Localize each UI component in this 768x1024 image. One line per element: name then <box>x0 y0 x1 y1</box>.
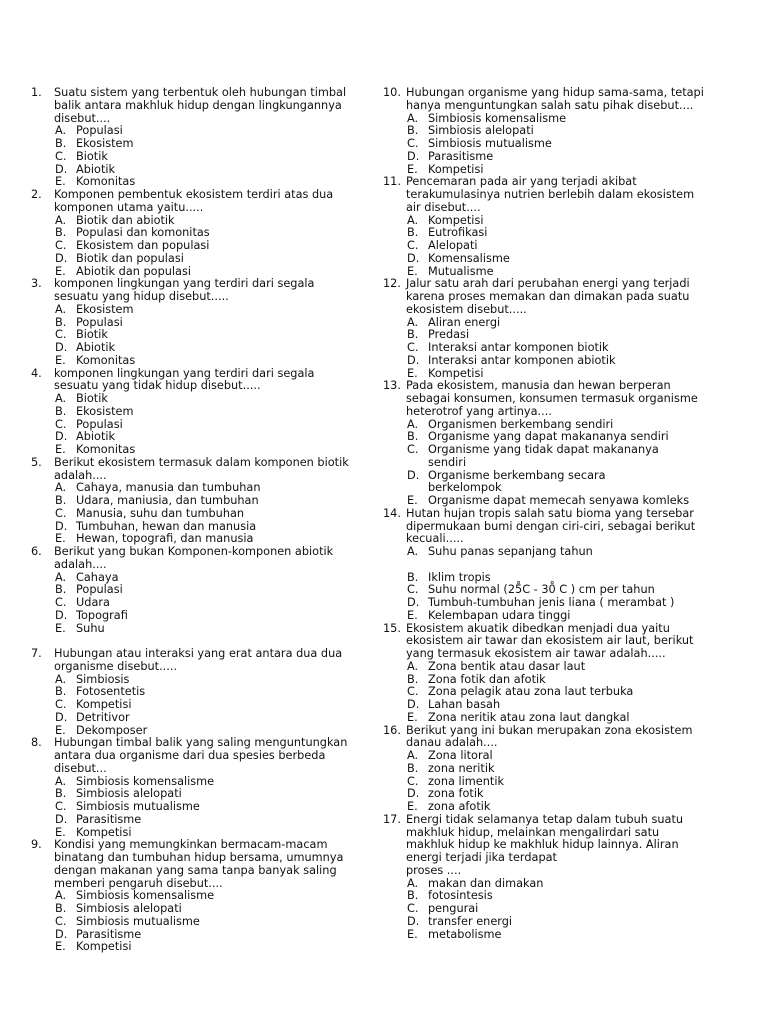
option-text: Hewan, topografi, dan manusia <box>76 532 254 546</box>
option-letter: A. <box>407 213 419 227</box>
question-6 <box>31 546 361 572</box>
option-letter: A. <box>55 213 67 227</box>
option-e[interactable] <box>31 941 361 954</box>
question-number: 14. <box>383 506 401 520</box>
option-text: Zona bentik atau dasar laut <box>428 659 586 673</box>
option-letter: C. <box>55 417 67 431</box>
question-10 <box>383 87 723 113</box>
option-text: Simbiosis mutualisme <box>76 914 200 928</box>
question-1 <box>31 87 361 125</box>
option-text: Topografi <box>76 608 128 622</box>
option-letter: B. <box>55 315 67 329</box>
option-letter: C. <box>55 328 67 342</box>
question-number: 17. <box>383 812 401 826</box>
question-8 <box>31 737 361 775</box>
option-letter: C. <box>407 902 419 915</box>
question-text-line: Suatu sistem yang terbentuk oleh hubungan timbal <box>54 86 347 99</box>
option-text: Komonitas <box>76 175 136 189</box>
option-text: transfer energi <box>428 914 513 928</box>
question-text-line: adalah.... <box>54 557 107 571</box>
question-text-line: Hutan hujan tropis salah satu bioma yang tersebar <box>406 506 694 520</box>
option-text: Simbiosis mutualisme <box>428 137 552 150</box>
option-letter: C. <box>407 341 419 354</box>
option-text: Kompetisi <box>428 366 484 380</box>
option-letter: E. <box>407 366 418 380</box>
option-letter: D. <box>407 698 420 711</box>
option-text: Eutrofikasi <box>428 226 488 240</box>
question-text-line: sebagai konsumen, konsumen termasuk organisme <box>406 392 698 405</box>
option-text: Simbiosis alelopati <box>76 902 182 915</box>
option-letter: E. <box>407 608 418 622</box>
option-text: Zona litoral <box>428 749 493 762</box>
option-text: Populasi <box>76 417 123 431</box>
option-letter: B. <box>55 902 67 915</box>
question-text-line: balik antara makhluk hidup dengan lingkungannya <box>54 98 342 112</box>
question-text-line: disebut... <box>54 761 107 775</box>
option-text: Kompetisi <box>76 940 132 954</box>
option-text: Komonitas <box>76 443 136 456</box>
question-text-line: Energi tidak selamanya tetap dalam tubuh suatu <box>406 812 684 826</box>
question-text-line: antara dua organisme dari dua spesies berbeda <box>54 749 326 762</box>
option-text: Biotik dan populasi <box>76 251 184 265</box>
option-letter: B. <box>407 672 419 686</box>
question-text-line: dipermukaan bumi dengan ciri-ciri, sebagai berikut <box>406 519 696 533</box>
question-number: 12. <box>383 277 401 291</box>
option-letter: E. <box>55 353 66 367</box>
option-text: Ekosistem <box>76 137 134 150</box>
option-text: Tumbuh-tumbuhan jenis liana ( merambat ) <box>428 596 675 609</box>
option-text: Simbiosis alelopati <box>428 124 534 138</box>
option-letter: E. <box>55 264 66 278</box>
question-number: 10. <box>383 86 401 99</box>
option-letter: A. <box>407 749 419 762</box>
question-text-line: komponen utama yaitu..... <box>54 200 204 214</box>
question-text-line: ekosistem disebut..... <box>406 302 527 316</box>
question-text-line: Kondisi yang memungkinkan bermacam-macam <box>54 838 328 852</box>
option-text: Suhu <box>76 621 105 635</box>
option-letter: B. <box>55 685 67 699</box>
option-letter: E. <box>55 825 66 839</box>
option-letter: C. <box>55 149 67 163</box>
option-e[interactable] <box>31 444 361 457</box>
option-letter: D. <box>407 251 420 265</box>
option-e[interactable] <box>383 801 723 814</box>
option-letter: B. <box>407 761 419 775</box>
question-text-line: komponen lingkungan yang terdiri dari segala <box>54 277 315 291</box>
option-e[interactable] <box>31 355 361 368</box>
question-text-line: Hubungan atau interaksi yang erat antara dua dua <box>54 647 343 660</box>
option-text: Simbiosis komensalisme <box>76 774 215 788</box>
question-14 <box>383 508 723 546</box>
option-letter: C. <box>55 698 67 711</box>
option-text: makan dan dimakan <box>428 876 544 890</box>
option-text: Abiotik <box>76 341 116 354</box>
question-text-line: memberi pengaruh disebut.... <box>54 876 223 890</box>
option-text: Biotik <box>76 328 108 342</box>
option-letter: D. <box>55 519 68 533</box>
option-text: Ekosistem <box>76 404 134 418</box>
option-text: Simbiosis <box>76 672 130 686</box>
option-letter: D. <box>55 608 68 622</box>
question-text-line: yang termasuk ekosistem air tawar adalah..... <box>406 647 666 660</box>
question-3 <box>31 278 361 304</box>
question-text-line: proses .... <box>406 863 462 877</box>
option-letter: B. <box>55 137 67 150</box>
option-text: Ekosistem dan populasi <box>76 239 210 252</box>
option-letter: A. <box>407 659 419 673</box>
option-text: Abiotik <box>76 162 116 176</box>
option-text: Biotik <box>76 392 108 405</box>
option-text: Organisme yang tidak dapat makananya sendiri <box>428 443 659 469</box>
option-letter: E. <box>55 532 66 546</box>
option-letter: D. <box>55 251 68 265</box>
question-text-line: Ekosistem akuatik dibedkan menjadi dua yaitu <box>406 621 670 635</box>
question-text-line: heterotrof yang artinya.... <box>406 404 552 418</box>
option-letter: E. <box>407 927 418 941</box>
option-letter: A. <box>55 774 67 788</box>
question-9 <box>31 839 361 890</box>
option-text: Kompetisi <box>428 213 484 227</box>
option-text: Suhu panas sepanjang tahun <box>428 545 593 558</box>
option-letter: A. <box>55 392 67 405</box>
question-text-line: makhluk hidup, melainkan mengalirdari satu <box>406 825 660 839</box>
question-text-line: Berikut ekosistem termasuk dalam komponen biotik <box>54 455 349 469</box>
question-number: 7. <box>31 647 42 660</box>
option-text: Udara <box>76 596 110 609</box>
question-text-line: Hubungan organisme yang hidup sama-sama, tetapi <box>406 86 704 99</box>
question-text-line: sesuatu yang hidup disebut..... <box>54 290 229 303</box>
option-letter: E. <box>407 800 418 813</box>
option-letter: E. <box>407 162 418 176</box>
option-letter: A. <box>55 570 67 584</box>
option-letter: C. <box>55 914 67 928</box>
option-letter: D. <box>55 162 68 176</box>
question-12 <box>383 278 723 316</box>
option-text: Iklim tropis <box>428 570 491 584</box>
option-letter: C. <box>407 685 419 699</box>
option-letter: A. <box>55 481 67 495</box>
option-text: Organismen berkembang sendiri <box>428 417 614 431</box>
option-letter: B. <box>407 226 419 240</box>
option-letter: A. <box>55 672 67 686</box>
option-letter: D. <box>55 341 68 354</box>
option-text: Dekomposer <box>76 723 148 737</box>
question-text-line: Berikut yang bukan Komponen-komponen abiotik <box>54 545 334 558</box>
question-text-line: Pencemaran pada air yang terjadi akibat <box>406 175 637 189</box>
option-letter: E. <box>55 621 66 635</box>
question-number: 15. <box>383 621 401 635</box>
option-letter: D. <box>55 812 68 826</box>
option-letter: D. <box>55 430 68 444</box>
option-letter: C. <box>55 506 67 520</box>
question-text-line: energi terjadi jika terdapat <box>406 851 557 864</box>
option-letter: E. <box>55 723 66 737</box>
option-text: Kompetisi <box>428 162 484 176</box>
option-text: Simbiosis komensalisme <box>76 889 215 903</box>
option-letter: B. <box>55 404 67 418</box>
question-number: 4. <box>31 366 42 380</box>
option-text: Fotosentetis <box>76 685 146 699</box>
option-text: Zona fotik dan afotik <box>428 672 546 686</box>
option-text: zona limentik <box>428 774 505 788</box>
option-letter: D. <box>55 710 68 724</box>
option-text: Parasitisme <box>76 812 142 826</box>
option-letter: B. <box>55 226 67 240</box>
option-letter: D. <box>55 927 68 941</box>
option-text: Cahaya, manusia dan tumbuhan <box>76 481 261 495</box>
question-number: 5. <box>31 455 42 469</box>
option-text: Kompetisi <box>76 698 132 711</box>
option-letter: A. <box>407 545 419 558</box>
option-d[interactable] <box>383 470 678 496</box>
question-text-line: hanya menguntungkan salah satu pihak disebut.... <box>406 98 694 112</box>
option-text: Predasi <box>428 328 470 342</box>
question-16 <box>383 725 723 751</box>
option-text: Organisme yang dapat makananya sendiri <box>428 430 669 444</box>
option-letter: A. <box>55 124 67 138</box>
option-letter: C. <box>407 137 419 150</box>
question-text-line: Jalur satu arah dari perubahan energi yang terjadi <box>406 277 690 291</box>
option-letter: B. <box>55 494 67 507</box>
option-letter: B. <box>55 583 67 597</box>
option-letter: A. <box>407 417 419 431</box>
option-text: Organisme berkembang secara berkelompok <box>428 468 606 495</box>
question-number: 6. <box>31 545 42 558</box>
question-2 <box>31 189 361 215</box>
question-text-line: kecuali..... <box>406 532 464 546</box>
option-letter: D. <box>407 787 420 801</box>
option-text: Manusia, suhu dan tumbuhan <box>76 506 245 520</box>
option-letter: C. <box>55 239 67 252</box>
option-text: Simbiosis alelopati <box>76 787 182 801</box>
option-text: Kelembapan udara tinggi <box>428 608 571 622</box>
option-text: Komensalisme <box>428 251 510 265</box>
option-text: Organisme dapat memecah senyawa komleks <box>428 494 690 507</box>
option-letter: A. <box>407 315 419 329</box>
option-text: Ekosistem <box>76 302 134 316</box>
option-text: Cahaya <box>76 570 119 584</box>
option-text: Populasi dan komonitas <box>76 226 210 240</box>
question-text-line: air disebut.... <box>406 200 481 214</box>
option-letter: D. <box>407 468 420 482</box>
option-letter: B. <box>55 787 67 801</box>
question-text-line: ekosistem air tawar dan ekosistem air laut, berikut <box>406 634 694 648</box>
right-column <box>383 87 723 941</box>
option-e[interactable] <box>383 929 723 942</box>
option-text: fotosintesis <box>428 889 493 903</box>
option-text: Mutualisme <box>428 264 494 278</box>
option-letter: C. <box>407 239 419 252</box>
option-letter: D. <box>407 596 420 609</box>
question-text-line: sesuatu yang tidak hidup disebut..... <box>54 379 261 393</box>
option-text: Abiotik <box>76 430 116 444</box>
option-letter: E. <box>407 264 418 278</box>
question-number: 16. <box>383 723 401 737</box>
option-text: Biotik <box>76 149 108 163</box>
question-text-line: binatang dan tumbuhan hidup bersama, umumnya <box>54 851 344 864</box>
question-5 <box>31 457 361 483</box>
option-letter: B. <box>407 328 419 342</box>
option-text: Suhu normal (25̊C - 30̊ C ) cm per tahun <box>428 583 655 597</box>
option-text: Simbiosis komensalisme <box>428 111 567 125</box>
option-letter: D. <box>407 149 420 163</box>
option-text: Zona neritik atau zona laut dangkal <box>428 710 630 724</box>
option-text: Udara, maniusia, dan tumbuhan <box>76 494 259 507</box>
option-text: Alelopati <box>428 239 478 252</box>
option-letter: B. <box>407 124 419 138</box>
option-e[interactable] <box>383 610 723 623</box>
question-number: 1. <box>31 86 42 99</box>
option-letter: C. <box>407 443 419 456</box>
question-text-line: karena proses memakan dan dimakan pada suatu <box>406 290 690 303</box>
question-7 <box>31 648 361 674</box>
option-c[interactable] <box>383 444 698 470</box>
option-text: Lahan basah <box>428 698 501 711</box>
option-text: Tumbuhan, hewan dan manusia <box>76 519 257 533</box>
option-text: Zona pelagik atau zona laut terbuka <box>428 685 634 699</box>
option-letter: D. <box>407 914 420 928</box>
option-letter: D. <box>407 353 420 367</box>
option-letter: A. <box>55 302 67 316</box>
question-text-line: Hubungan timbal balik yang saling menguntungkan <box>54 736 348 750</box>
question-text-line: Komponen pembentuk ekosistem terdiri atas dua <box>54 188 334 201</box>
option-letter: B. <box>407 570 419 584</box>
option-letter: A. <box>407 876 419 890</box>
option-e[interactable] <box>383 712 723 725</box>
option-letter: C. <box>407 774 419 788</box>
option-text: metabolisme <box>428 927 502 941</box>
question-number: 11. <box>383 175 401 189</box>
option-text: Kompetisi <box>76 825 132 839</box>
option-text: Populasi <box>76 583 123 597</box>
question-text-line: disebut.... <box>54 111 111 125</box>
option-letter: B. <box>407 430 419 444</box>
option-letter: A. <box>407 111 419 125</box>
question-4 <box>31 368 361 394</box>
question-11 <box>383 176 723 214</box>
option-e[interactable] <box>31 623 361 636</box>
question-number: 13. <box>383 379 401 393</box>
option-letter: E. <box>407 494 418 507</box>
option-text: Detritivor <box>76 710 130 724</box>
option-text: Populasi <box>76 124 123 138</box>
option-text: Interaksi antar komponen abiotik <box>428 353 616 367</box>
question-text-line: makhluk hidup ke makhluk hidup lainnya. Aliran <box>406 838 679 852</box>
question-13 <box>383 380 723 418</box>
question-text-line: danau adalah.... <box>406 736 498 750</box>
question-text-line: organisme disebut..... <box>54 659 178 673</box>
option-text: zona fotik <box>428 787 484 801</box>
option-a[interactable] <box>383 546 723 559</box>
option-text: Aliran energi <box>428 315 501 329</box>
option-letter: E. <box>55 443 66 456</box>
option-letter: C. <box>407 583 419 597</box>
question-number: 2. <box>31 188 42 201</box>
option-letter: C. <box>55 800 67 813</box>
question-number: 8. <box>31 736 42 750</box>
option-letter: A. <box>55 889 67 903</box>
option-letter: E. <box>407 710 418 724</box>
option-text: Populasi <box>76 315 123 329</box>
left-column <box>31 87 361 954</box>
option-text: Interaksi antar komponen biotik <box>428 341 609 354</box>
question-17 <box>383 814 723 878</box>
option-e[interactable] <box>383 495 703 508</box>
option-text: zona afotik <box>428 800 491 813</box>
option-text: Parasitisme <box>428 149 494 163</box>
question-15 <box>383 623 723 661</box>
question-text-line: dengan makanan yang sama tanpa banyak saling <box>54 863 337 877</box>
option-text: Biotik dan abiotik <box>76 213 175 227</box>
option-text: Abiotik dan populasi <box>76 264 191 278</box>
option-text: zona neritik <box>428 761 495 775</box>
question-text-line: terakumulasinya nutrien berlebih dalam ekosistem <box>406 188 695 201</box>
question-text-line: komponen lingkungan yang terdiri dari segala <box>54 366 315 380</box>
option-text: Simbiosis mutualisme <box>76 800 200 813</box>
question-text-line: Berikut yang ini bukan merupakan zona ekosistem <box>406 723 693 737</box>
question-number: 9. <box>31 838 42 852</box>
option-letter: C. <box>55 596 67 609</box>
option-text: pengurai <box>428 902 479 915</box>
option-letter: E. <box>55 175 66 189</box>
option-text: Parasitisme <box>76 927 142 941</box>
question-number: 3. <box>31 277 42 291</box>
option-letter: E. <box>55 940 66 954</box>
question-text-line: Pada ekosistem, manusia dan hewan berperan <box>406 379 671 393</box>
question-text-line: adalah.... <box>54 468 107 482</box>
option-letter: B. <box>407 889 419 903</box>
option-text: Komonitas <box>76 353 136 367</box>
